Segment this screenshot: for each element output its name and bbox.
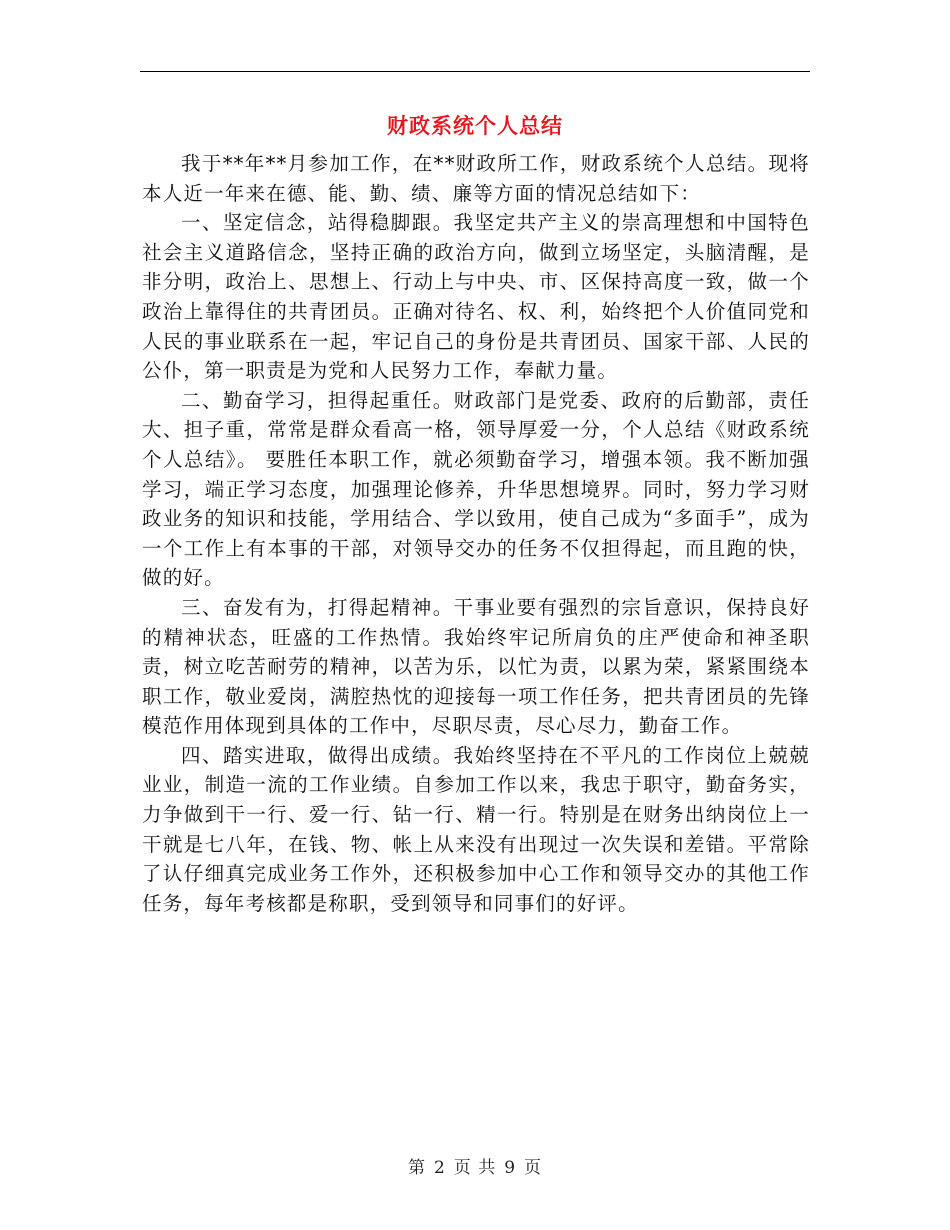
page-total: 9 — [504, 1158, 517, 1178]
header-rule — [140, 71, 810, 72]
paragraph-section-2: 二、勤奋学习，担得起重任。财政部门是党委、政府的后勤部，责任大、担子重，常常是群众看高一格，领导厚爱一分，个人总结《财政系统个人总结》。 要胜任本职工作，就必须勤奋学习，增强本领。我不断加强学习，端正学习态度，加强理论修养，升华思想境界。同时，努力学习财政业务的知识和技能，学用结合、学以致用，使自己成为“多面手”，成为一个工作上有本事的干部，对领导交办的任务不仅担得起，而且跑的快，做的好。 — [142, 388, 810, 590]
footer-suffix: 页 — [524, 1158, 543, 1178]
footer-prefix: 第 — [407, 1158, 426, 1178]
page-number: 2 — [433, 1158, 446, 1178]
document-title: 财政系统个人总结 — [387, 113, 563, 138]
paragraph-section-1: 一、坚定信念，站得稳脚跟。我坚定共产主义的崇高理想和中国特色社会主义道路信念，坚持正确的政治方向，做到立场坚定，头脑清醒，是非分明，政治上、思想上、行动上与中央、市、区保持高度一致，做一个政治上靠得住的共青团员。正确对待名、权、利，始终把个人价值同党和人民的事业联系在一起，牢记自己的身份是共青团员、国家干部、人民的公仆，第一职责是为党和人民努力工作，奉献力量。 — [142, 211, 810, 383]
page-footer — [0, 1153, 950, 1178]
paragraph-section-3: 三、奋发有为，打得起精神。干事业要有强烈的宗旨意识，保持良好的精神状态，旺盛的工作热情。我始终牢记所肩负的庄严使命和神圣职责，树立吃苦耐劳的精神，以苦为乐，以忙为责，以累为荣，紧紧围绕本职工作，敬业爱岗，满腔热忱的迎接每一项工作任务，把共青团员的先锋模范作用体现到具体的工作中，尽职尽责，尽心尽力，勤奋工作。 — [142, 595, 810, 738]
document-body — [142, 149, 810, 918]
paragraph-intro: 我于**年**月参加工作，在**财政所工作，财政系统个人总结。现将本人近一年来在德、能、勤、绩、廉等方面的情况总结如下： — [142, 152, 810, 205]
paragraph-section-4: 四、踏实进取，做得出成绩。我始终坚持在不平凡的工作岗位上兢兢业业，制造一流的工作业绩。自参加工作以来，我忠于职守，勤奋务实，力争做到干一行、爱一行、钻一行、精一行。特别是在财务出纳岗位上一干就是七八年，在钱、物、帐上从来没有出现过一次失误和差错。平常除了认仔细真完成业务工作外，还积极参加中心工作和领导交办的其他工作任务，每年考核都是称职，受到领导和同事们的好评。 — [142, 743, 810, 915]
footer-mid: 页 共 — [453, 1158, 497, 1178]
